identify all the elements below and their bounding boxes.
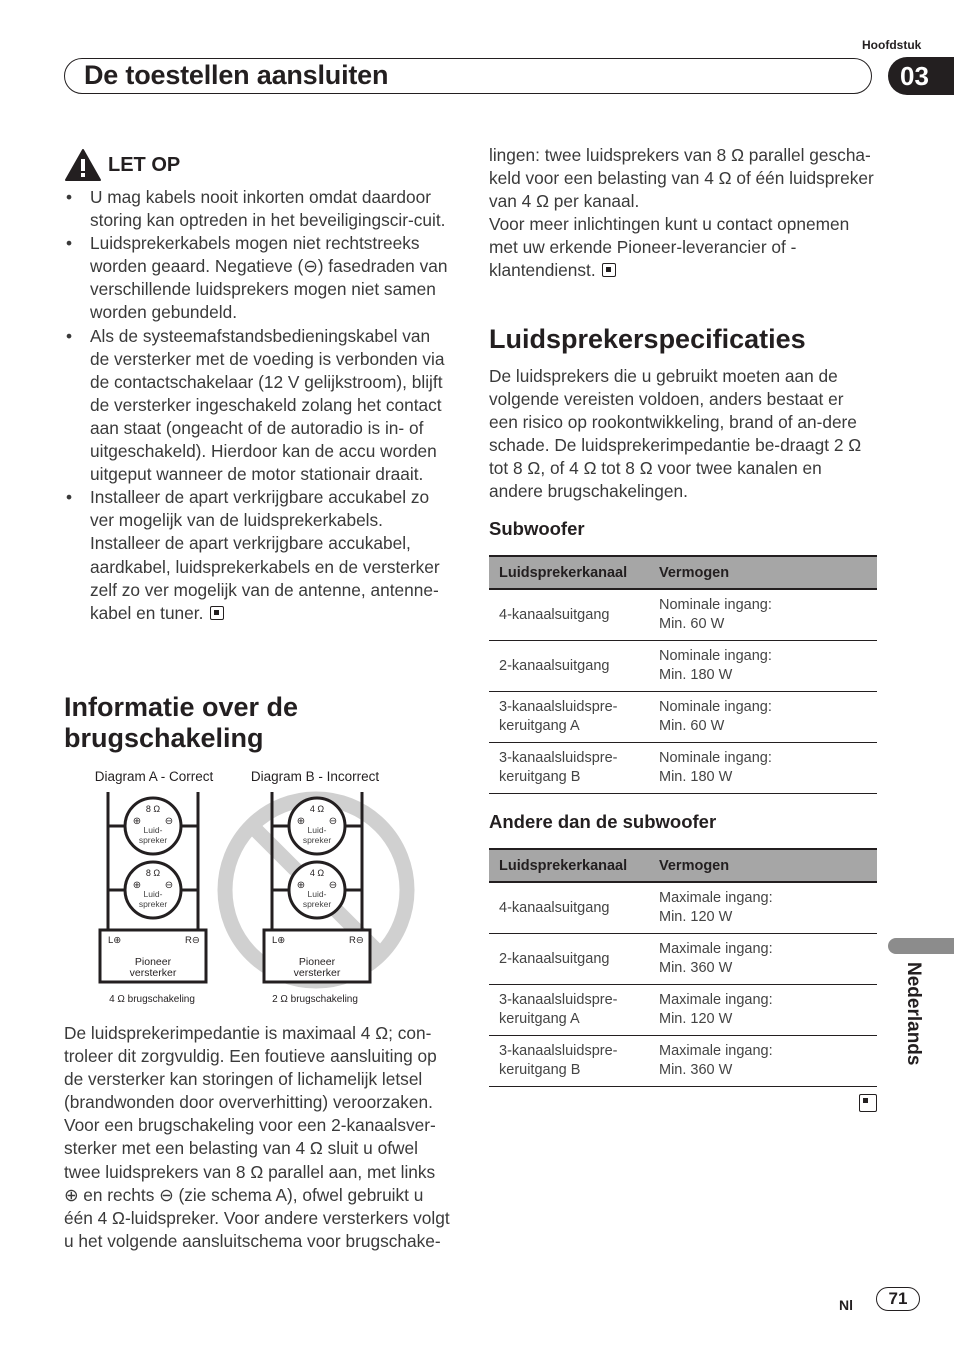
other-speakers-heading: Andere dan de subwoofer <box>489 811 717 832</box>
diagram-b-title: Diagram B - Incorrect <box>250 769 380 784</box>
spec-intro: De luidsprekers die u gebruikt moeten aan de volgende vereisten voldoen, anders bestaat er een risico op rookontwikkeling, brand of an-dere schade. De luidsprekerimpedantie be-draagt 2 Ω tot 8 Ω, of 4 Ω tot 8 Ω voor twee kanalen en andere brugschakelingen. <box>489 366 862 502</box>
end-of-section-icon <box>210 606 224 620</box>
diagram-a-caption: 4 Ω brugschakeling <box>109 994 195 1005</box>
warning-item: • Installeer de apart verkrijgbare accukabel zo ver mogelijk van de luidsprekerkabels. Installeer de apart verkrijgbare accukabel, aardkabel, luidsprekerkabels en de versterker zelf zo ver mogelijk van de antenne, antenne-kabel en tuner. <box>64 486 452 625</box>
svg-text:spreker: spreker <box>138 899 168 909</box>
subwoofer-table <box>489 555 877 794</box>
spec-section-heading: Luidsprekerspecificaties <box>489 324 806 354</box>
table-header-power: Vermogen <box>649 849 877 882</box>
footer-language-code: Nl <box>839 1297 853 1313</box>
svg-text:Pioneer: Pioneer <box>298 956 336 968</box>
svg-text:4 Ω: 4 Ω <box>309 804 325 814</box>
warning-title: LET OP <box>108 153 181 176</box>
table-row: 4-kanaalsuitgang Nominale ingang: Min. 60 W <box>489 589 877 641</box>
svg-text:⊖: ⊖ <box>164 816 174 827</box>
end-of-section-icon <box>602 263 616 277</box>
svg-text:Luid-: Luid- <box>307 825 327 835</box>
warning-list <box>64 186 452 625</box>
warning-item: • Luidsprekerkabels mogen niet rechtstreeks worden geaard. Negatieve (⊖) fasedraden van verschillende luidsprekers mogen niet samen worden gebundeld. <box>64 232 452 324</box>
svg-text:8 Ω: 8 Ω <box>145 868 161 878</box>
svg-text:spreker: spreker <box>138 835 168 845</box>
svg-text:spreker: spreker <box>302 899 332 909</box>
svg-text:L⊕: L⊕ <box>272 935 286 946</box>
bridge-diagram <box>64 766 424 1010</box>
bridge-paragraph: De luidsprekerimpedantie is maximaal 4 Ω; con-troleer dit zorgvuldig. Een foutieve aansluiting op de versterker kan storingen of lichamelijk letsel (brandwonden door oververhitting) veroorzaken. Voor een brugschakeling voor een 2-kanaalsver-sterker met een belasting van 4 Ω sluit u ofwel twee luidsprekers van 8 Ω parallel aan, met links ⊕ en rechts ⊖ (zie schema A), ofwel gebruikt u één 4 Ω-luidspreker. Voor andere versterkers volgt u het volgende aansluitschema voor brugschake- <box>64 1023 450 1251</box>
svg-text:⊕: ⊕ <box>132 816 142 827</box>
warning-item: • U mag kabels nooit inkorten omdat daardoor storing kan optreden in het beveiligingscir-cuit. <box>64 186 452 232</box>
svg-text:versterker: versterker <box>129 967 177 979</box>
table-row: 2-kanaalsuitgang Maximale ingang: Min. 360 W <box>489 934 877 985</box>
table-row: 2-kanaalsuitgang Nominale ingang: Min. 180 W <box>489 641 877 692</box>
svg-text:versterker: versterker <box>293 967 341 979</box>
diagram-a-title: Diagram A - Correct <box>94 769 214 784</box>
warning-item: • Als de systeemafstandsbedieningskabel van de versterker met de voeding is verbonden via de contactschakelaar (12 V gelijkstroom), blijft de versterker ingeschakeld zolang het contact aan staat (ongeacht of de autoradio is in- of uitgeschakeld). Hierdoor kan de accu worden uitgeput wanneer de motor stationair draait. <box>64 325 452 487</box>
side-language-label: Nederlands <box>903 962 924 1066</box>
svg-text:Luid-: Luid- <box>143 889 163 899</box>
table-row: 3-kanaalsluidspre-keruitgang B Nominale ingang: Min. 180 W <box>489 743 877 794</box>
bridge-section-heading: Informatie over de brugschakeling <box>64 692 299 753</box>
contact-paragraph: Voor meer inlichtingen kunt u contact opnemen met uw erkende Pioneer-leverancier of -klantendienst. <box>489 214 850 281</box>
side-tab-marker <box>888 938 954 954</box>
warning-triangle-icon <box>64 148 102 182</box>
page-number: 71 <box>876 1287 920 1311</box>
svg-text:⊕: ⊕ <box>296 816 306 827</box>
diagram-b-caption: 2 Ω brugschakeling <box>272 994 358 1005</box>
svg-text:R⊖: R⊖ <box>185 935 200 946</box>
svg-text:⊖: ⊖ <box>328 880 338 891</box>
warning-list-container <box>64 186 452 625</box>
svg-text:Pioneer: Pioneer <box>134 956 172 968</box>
chapter-number: 03 <box>888 57 954 95</box>
chapter-title: De toestellen aansluiten <box>84 60 389 90</box>
svg-text:⊕: ⊕ <box>132 880 142 891</box>
table-header-channel: Luidsprekerkanaal <box>489 849 649 882</box>
warning-heading <box>64 148 180 182</box>
svg-text:⊕: ⊕ <box>296 880 306 891</box>
svg-text:R⊖: R⊖ <box>349 935 364 946</box>
table-row: 3-kanaalsluidspre-keruitgang A Nominale ingang: Min. 60 W <box>489 692 877 743</box>
svg-text:8 Ω: 8 Ω <box>145 804 161 814</box>
table-header-power: Vermogen <box>649 556 877 589</box>
svg-text:⊖: ⊖ <box>328 816 338 827</box>
svg-text:L⊕: L⊕ <box>108 935 122 946</box>
other-speakers-table <box>489 848 877 1087</box>
svg-text:Luid-: Luid- <box>307 889 327 899</box>
svg-text:⊖: ⊖ <box>164 880 174 891</box>
subwoofer-heading: Subwoofer <box>489 518 585 539</box>
table-row: 4-kanaalsuitgang Maximale ingang: Min. 120 W <box>489 882 877 934</box>
diagram-a <box>100 792 206 1005</box>
svg-text:Luid-: Luid- <box>143 825 163 835</box>
diagram-b <box>225 792 407 1005</box>
table-header-channel: Luidsprekerkanaal <box>489 556 649 589</box>
table-row: 3-kanaalsluidspre-keruitgang B Maximale ingang: Min. 360 W <box>489 1036 877 1087</box>
end-of-section-icon <box>859 1094 877 1112</box>
chapter-label: Hoofdstuk <box>862 38 922 52</box>
table-row: 3-kanaalsluidspre-keruitgang A Maximale ingang: Min. 120 W <box>489 985 877 1036</box>
bridge-paragraph-continued: lingen: twee luidsprekers van 8 Ω parallel gescha-keld voor een belasting van 4 Ω of één luidspreker van 4 Ω per kanaal. <box>489 145 874 212</box>
svg-text:spreker: spreker <box>302 835 332 845</box>
svg-text:4 Ω: 4 Ω <box>309 868 325 878</box>
